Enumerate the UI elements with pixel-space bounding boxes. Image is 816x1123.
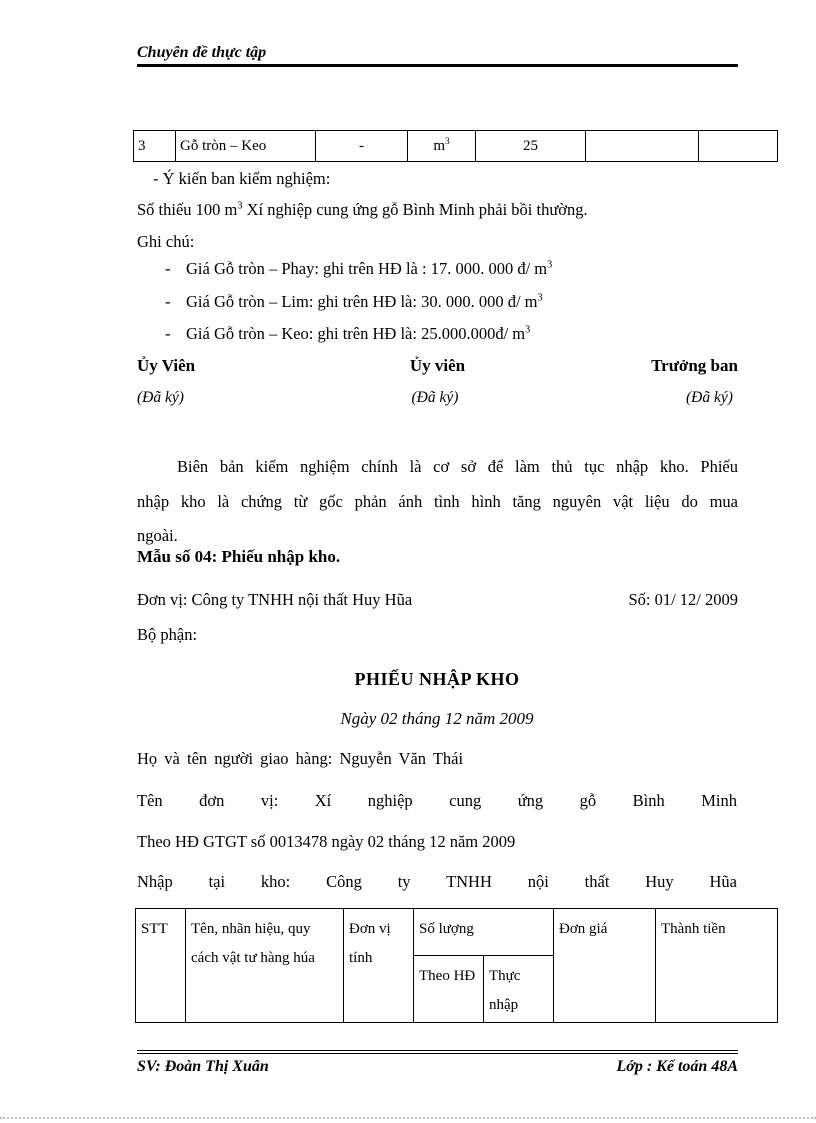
shortage-line	[137, 199, 737, 221]
header-name: Tên, nhãn hiệu, quy cách vật tư hàng húa	[186, 909, 344, 1023]
signature-title-center: Ủy viên	[409, 356, 466, 375]
header-per-invoice: Theo HĐ	[414, 956, 484, 1023]
note-text-body: Giá Gỗ tròn – Phay: ghi trên HĐ là : 17. 000. 000 đ/ m	[186, 259, 548, 278]
unit-number-row	[137, 590, 738, 610]
form-sample-label: Mẫu số 04: Phiếu nhập kho.	[137, 547, 341, 566]
note-text	[186, 259, 552, 279]
note-text-body: Giá Gỗ tròn – Keo: ghi trên HĐ là: 25.000.000đ/ m	[186, 324, 526, 343]
bullet-dash: -	[165, 259, 171, 278]
page-break-dotted-line	[0, 1117, 816, 1119]
header-quantity: Số lượng	[414, 909, 554, 956]
header-unit: Đơn vị tính	[344, 909, 414, 1023]
header-stt: STT	[136, 909, 186, 1023]
cell-stt: 3	[134, 131, 176, 162]
note-text-sup: 3	[537, 292, 543, 304]
table-header-row-1	[136, 909, 778, 956]
shortage-post: Xí nghiệp cung ứng gỗ Bình Minh phải bồi thường.	[242, 200, 588, 219]
unit-sup: 3	[445, 136, 450, 147]
signature-title-left: Ủy Viên	[137, 356, 196, 375]
unit-base: m	[433, 137, 445, 154]
footer-rule	[137, 1050, 738, 1054]
supplier-line: Tên đơn vị: Xí nghiệp cung ứng gỗ Bình Minh	[137, 791, 737, 810]
body-paragraph: Biên bản kiểm nghiệm chính là cơ sở để làm thủ tục nhập kho. Phiếu nhập kho là chứng từ gốc phản ánh tình hình tăng nguyên vật liệu do mua ngoài.	[137, 457, 738, 545]
bullet-dash: -	[165, 292, 171, 311]
note-item	[165, 292, 725, 312]
signature-signed-row	[137, 389, 733, 407]
footer-student: SV: Đoàn Thị Xuân	[137, 1058, 269, 1075]
signature-titles-row	[137, 356, 738, 376]
shortage-pre: Số thiếu 100 m	[137, 200, 238, 219]
warehouse-line: Nhập tại kho: Công ty TNHH nội thất Huy Hũa	[137, 872, 737, 891]
note-text	[186, 324, 530, 344]
footer-class: Lớp : Kế toán 48A	[616, 1058, 738, 1075]
signed-left: (Đã ký)	[137, 389, 184, 406]
don-vi-label: Đơn vị: Công ty TNHH nội thất Huy Hũa	[137, 590, 413, 609]
note-text-sup: 3	[547, 259, 553, 271]
department-label: Bộ phận:	[137, 625, 198, 644]
cell-empty-1	[586, 131, 699, 162]
shortage-sup: 3	[237, 200, 243, 212]
cell-dash: -	[316, 131, 408, 162]
note-text-sup: 3	[525, 324, 531, 336]
header-unit-price: Đơn giá	[554, 909, 656, 1023]
receipt-number: Số: 01/ 12/ 2009	[628, 590, 738, 609]
footer-row	[137, 1058, 738, 1076]
receipt-header-table	[135, 908, 778, 1023]
receipt-date: Ngày 02 tháng 12 năm 2009	[340, 709, 534, 728]
invoice-line: Theo HĐ GTGT số 0013478 ngày 02 tháng 12 năm 2009	[137, 832, 516, 851]
deliverer-line: Họ và tên người giao hàng: Nguyễn Văn Thái	[137, 749, 464, 768]
table-row	[134, 131, 778, 162]
cell-material-name: Gỗ tròn – Keo	[176, 131, 316, 162]
cell-quantity: 25	[476, 131, 586, 162]
signed-center: (Đã ký)	[411, 389, 459, 406]
receipt-title: PHIẾU NHẬP KHO	[354, 669, 520, 689]
bullet-dash: -	[165, 324, 171, 343]
notes-label: Ghi chú:	[137, 232, 195, 251]
note-text-body: Giá Gỗ tròn – Lim: ghi trên HĐ là: 30. 000. 000 đ/ m	[186, 292, 538, 311]
header-amount: Thành tiền	[656, 909, 778, 1023]
note-item	[165, 324, 725, 344]
signed-right: (Đã ký)	[686, 389, 733, 406]
opinion-line: - Ý kiến ban kiểm nghiệm:	[153, 169, 331, 188]
signature-title-right: Trưởng ban	[651, 356, 738, 375]
cell-unit	[408, 131, 476, 162]
note-item	[165, 259, 725, 279]
inspection-table-row	[133, 130, 778, 162]
header-actual: Thực nhập	[484, 956, 554, 1023]
page-header-title: Chuyên đề thực tập	[137, 44, 738, 67]
note-text	[186, 292, 543, 312]
cell-empty-2	[699, 131, 778, 162]
